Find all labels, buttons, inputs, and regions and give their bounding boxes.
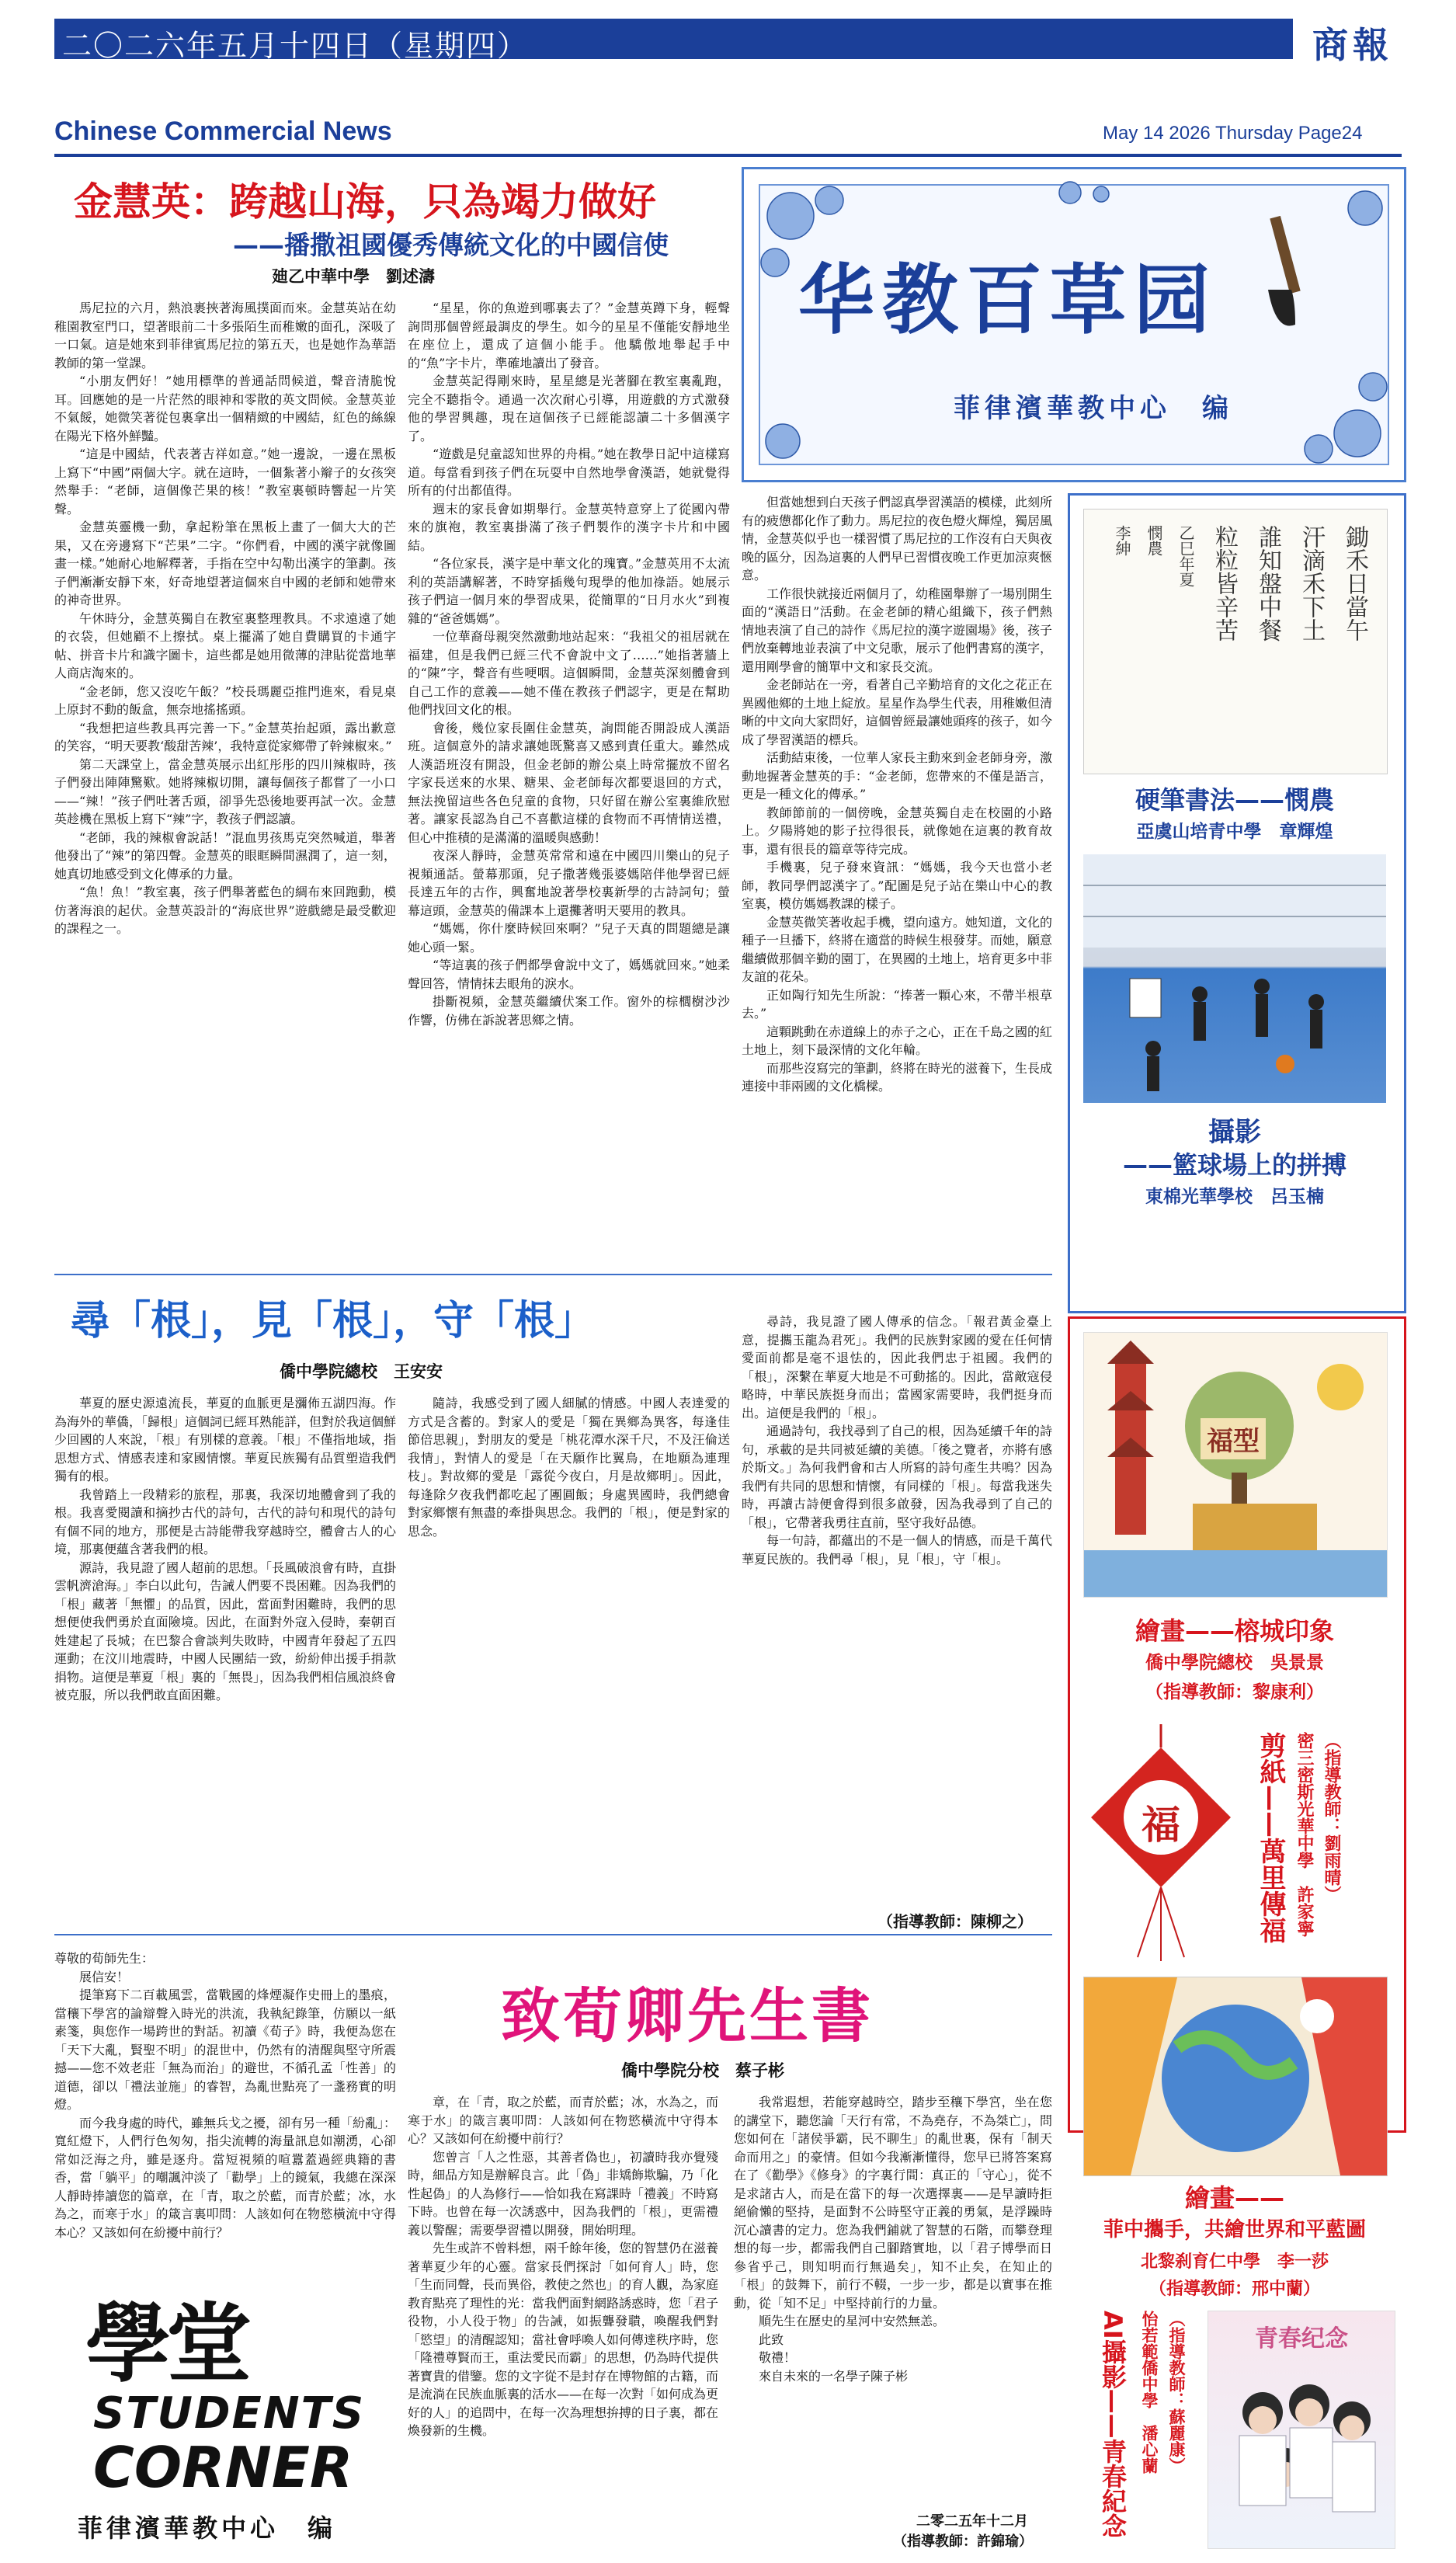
a3c-para-1: 章，在「青，取之於藍，而青於藍；冰，水為之，而寒于水」的箴言裏叩問：人該如何在物慾橫流中守得本心？又該如何在紛擾中前行？ <box>408 2095 718 2146</box>
article2-col3 <box>742 1313 1052 1903</box>
a3c-para-8: 來自未來的一名學子陳子彬 <box>759 2368 909 2384</box>
painting-sign: 福型 <box>1201 1418 1266 1459</box>
poster-title: 青春纪念 <box>1255 2325 1348 2353</box>
a1c-para-3: “這是中國結，代表著吉祥如意。”她一邊說，一邊在黑板上寫下“中國”兩個大字。就在這時，一個紮著小辮子的女孩突然舉手：“老師，這個像芒果的核！”教室裏頓時響起一片笑聲。 <box>54 447 396 516</box>
banner-title: 华教百草园 <box>798 256 1218 345</box>
a1c-para-11: “星星，你的魚遊到哪裏去了？”金慧英蹲下身，輕聲詢問那個曾經最調皮的學生。如今的星星不僅能安靜地坐在座位上，還成了這個小能手。他驕傲地舉起手中的“魚”字卡片，準確地讀出了發音。 <box>408 301 730 370</box>
article2-title: 尋「根」，見「根」，守「根」 <box>70 1298 596 1344</box>
article3-title: 致荀卿先生書 <box>501 1981 874 2050</box>
calligraphy-line: 鋤禾日當午 <box>1341 525 1368 642</box>
article3-date: 二零二五年十二月 <box>916 2513 1028 2530</box>
a1c-para-13: “遊戲是兒童認知世界的舟楫。”她在教學日記中這樣寫道。每當看到孩子們在玩耍中自然地學會漢語，她就覺得所有的付出都值得。 <box>408 447 730 498</box>
papercut-char: 福 <box>1142 1802 1180 1848</box>
a1c-para-19: “媽媽，你什麼時候回來啊？”兒子天真的問題總是讓她心頭一緊。 <box>408 921 730 955</box>
calligraphy-line: 汗滴禾下土 <box>1298 525 1325 642</box>
a1c-para-27: 手機裏，兒子發來資訊：“媽媽，我今天也當小老師，教同學們認漢字了。”配圖是兒子站在樂山中心的教室裏，模仿媽媽教課的樣子。 <box>742 860 1052 911</box>
article2-author: 王安安 <box>394 1361 443 1381</box>
a3c-para-5: 順先生在歷史的星河中安然無恙。 <box>759 2314 946 2328</box>
letter-para-1: 提筆寫下二百載風雲，當戰國的烽煙凝作史冊上的墨痕，當穰下學宮的論辯聲入時光的洪流，我執紀錄筆，仿願以一紙素箋，與您作一場跨世的對話。初讀《荀子》時，我便為您在「天下大亂，賢聖不明」的混世中，仍然有的清醒與堅守所震撼——您不效老莊「無為而治」的避世，不循孔孟「性善」的道德，卻以「禮法並施」的睿智，為亂世點亮了一盞務實的明燈。 <box>54 1987 396 2112</box>
a2c-para-5: 尋詩，我見證了國人傳承的信念。「報君黃金臺上意，提攜玉龍為君死」。我們的民族對家國的愛在任何情愛面前都是毫不退怯的，因此我們忠于祖國。我們的「根」，深繫在華夏大地是不可動搖的。因此，當敵寇侵略時，中華民族挺身而出；當國家需要時，我們挺身而出。這便是我們的「根」。 <box>742 1314 1052 1421</box>
article3-byline <box>621 2058 784 2081</box>
a1c-para-16: 一位華裔母親突然激動地站起來：“我祖父的祖居就在福建，但是我們已經三代不會說中文了……”她指著牆上的“陳”字，聲音有些哽咽。這個瞬間，金慧英深刻體會到自己工作的意義——她不僅在教孩子們認字，更是在幫助他們找回文化的根。 <box>408 629 730 717</box>
banner-edit-label: 编 <box>1202 393 1233 424</box>
article1-col1 <box>54 299 396 1270</box>
article1-author: 劉述濤 <box>386 266 435 286</box>
article1-col3 <box>742 493 1052 1270</box>
peace-painting-art <box>1084 1977 1387 2175</box>
a1c-para-30: 這顆跳動在赤道線上的赤子之心，正在千島之國的紅土地上，刻下最深情的文化年輪。 <box>742 1024 1052 1057</box>
article3-teacher: （指導教師：許錦瑜） <box>893 2533 1033 2550</box>
article1-subtitle: ——播撒祖國優秀傳統文化的中國信使 <box>233 230 669 260</box>
a1c-para-18: 夜深人靜時，金慧英常常和遠在中國四川樂山的兒子視頻通話。螢幕那頭，兒子撒著幾張婆媽陪伴他學習已經長達五年的古作，興奮地說著學校裏新學的古詩詞句；螢幕這頭，金慧英的備課本上還攤著明天要用的教具。 <box>408 848 730 918</box>
brush-icon <box>1241 216 1326 332</box>
papercut-credit: 密三密斯光華中學 許家寧 <box>1294 1732 1315 1937</box>
masthead-date: 二〇二六年五月十四日（星期四） <box>62 29 529 63</box>
a1c-para-9: “老師，我的辣椒會說話！”混血男孩馬克突然喊道，舉著他發出了“辣”的第四聲。金慧英的眼眶瞬間濕潤了，這一刻，她真切地感受到文化傳承的力量。 <box>54 829 396 882</box>
calligraphy-line: 乙巳年夏 <box>1176 525 1195 587</box>
papercut-image <box>1083 1724 1239 1965</box>
a1c-para-5: 午休時分，金慧英獨自在教室裏整理教具。不求遠遠了她的衣袋，但她顧不上擦拭。桌上擺滿了她自費購買的卡通字帖、拼音卡片和識字圖卡，這些都是她用微薄的津貼從當地華人商店淘來的。 <box>54 610 396 680</box>
a1c-para-21: 掛斷視頻，金慧英繼續伏案工作。窗外的棕櫚樹沙沙作響，仿佛在訴說著思鄉之情。 <box>408 994 730 1028</box>
a1c-para-23: 工作很快就接近兩個月了，幼稚園舉辦了一場別開生面的“漢語日”活動。在金老師的精心組織下，孩子們熱情地表演了自己的詩作《馬尼拉的漢字遊園場》後，孩子們放棄轉地並表演了中文兒歌，展示了他們書寫的漢字，還用剛學會的簡單中文和家長交流。 <box>742 586 1052 674</box>
basketball-scene <box>1083 854 1386 1103</box>
students-figures <box>1208 2350 1395 2549</box>
article2-col1 <box>54 1394 396 1930</box>
painting2-teacher: （指導教師：邢中蘭） <box>1148 2279 1320 2299</box>
article2-teacher: （指導教師：陳柳之） <box>877 1912 1033 1931</box>
a1c-para-10: “魚！魚！”教室裏，孩子們舉著藍色的綢布來回跑動，模仿著海浪的起伏。金慧英設計的“海底世界”遊戲總是最受歡迎的課程之一。 <box>54 885 396 936</box>
photo2-caption: 攝影 <box>1208 1117 1261 1148</box>
corner-line1: STUDENTS <box>93 2388 366 2439</box>
photo3-teacher: （指導教師：黎康利） <box>1145 1681 1324 1702</box>
article3-school: 僑中學院分校 <box>621 2060 719 2080</box>
pagoda-painting <box>1084 1333 1387 1597</box>
letter-column <box>54 1949 396 2276</box>
article2-col2 <box>408 1394 730 1930</box>
a1c-para-6: “金老師，您又沒吃午飯？”校長瑪麗亞推門進來，看見桌上原封不動的飯盒，無奈地搖搖頭。 <box>54 683 396 717</box>
letter-open: 展信安！ <box>79 1969 130 1984</box>
article2-byline <box>280 1359 443 1382</box>
a3c-para-2: 您曾言「人之性惡，其善者偽也」，初讀時我亦覺殘時，細品方知是辦解良言。此「偽」非矯飾欺騙，乃「化性起偽」的人為修行——恰如我在寫課時「禮義」不時寫下時。也曾在每一次誘惑中，因為我們的「根」，更需禮義以警醒；需要學習禮以開發，開始明理。 <box>408 2149 718 2238</box>
calligraphy-image <box>1083 509 1388 774</box>
a1c-para-4: 金慧英靈機一動，拿起粉筆在黑板上畫了一個大大的芒果，又在旁邊寫下“芒果”二字。“你們看，中國的漢字就像圖畫一樣。”她耐心地解釋著，手指在空中勾勒出漢字的筆劃。孩子們漸漸安靜下來，好奇地望著這個來自中國的老師和她帶來的神奇世界。 <box>54 520 396 607</box>
corner-editor-name: 菲律濱華教中心 <box>78 2513 280 2543</box>
a2c-para-1: 華夏的歷史源遠流長，華夏的血脈更是瀰佈五湖四海。作為海外的華僑，「歸根」這個詞已經耳熟能詳，但對於我這個鮮少回國的人來說，「根」有別樣的意義。「根」不僅指地域，指思想方式、情感表達和家國情懷。華夏民族獨有品質塑造我們獨有的根。 <box>54 1396 396 1483</box>
a3c-para-6: 此致 <box>759 2332 784 2347</box>
papercut-caption: 剪紙——萬里傳福 <box>1255 1732 1286 1943</box>
a3c-para-4: 我常遐想，若能穿越時空，踏步至穰下學宮，坐在您的講堂下，聽您論「天行有常，不為堯存，不為桀亡」，問您如何在「諸侯爭霸，民不聊生」的亂世裏，保有「制天命而用之」的豪情。但如今我漸漸懂得，您早已將答案寫在了《勸學》《修身》的字裏行間：真正的「守心」，從不是求諸古人，而是在當下的每一次選擇裏——是早讀時拒絕偷懶的堅持，是面對不公時堅守正義的勇氣，是浮躁時沉心讀書的定力。您為我們鋪就了智慧的石階，而攀登理想的每一步，都需我們自己腳踏實地，以「君子博學而日參省乎己，則知明而行無過矣」，知不止矣，在知止的「根」的鼓舞下，前行不輟，一步一步，都是以實事在推動，從「知不足」中堅持前行的力量。 <box>734 2095 1052 2311</box>
article1-byline <box>272 264 435 287</box>
a1c-para-25: 活動結束後，一位華人家長主動來到金老師身旁，激動地握著金慧英的手：“金老師，您帶來的不僅是語言，更是一種文化的傳承。” <box>742 750 1052 802</box>
photo1-credit: 亞虞山培青中學 章輝煌 <box>1136 821 1333 842</box>
a3c-para-7: 敬禮！ <box>759 2350 797 2365</box>
article3-col1 <box>408 2093 718 2528</box>
corner-edit-label: 编 <box>308 2513 337 2543</box>
a2c-para-7: 每一句詩，都蘊出的不是一個人的情感，而是千萬代華夏民族的。我們尋「根」，見「根」，守「根」。 <box>742 1533 1052 1567</box>
article2-rule <box>54 1274 1052 1275</box>
a2c-para-2: 我曾踏上一段精彩的旅程，那裏，我深切地體會到了我的根。我喜愛閱讀和摘抄古代的詩句，古代的詩句和現代的詩句有個不同的地方，那便是古詩能帶我穿越時空，體會古人的心境，那裏便蘊含著我們的根。 <box>54 1487 396 1556</box>
aiphoto-teacher: （指導教師：蘇麗康） <box>1167 2311 1187 2474</box>
a2c-para-3: 源詩，我見證了國人超前的思想。「長風破浪會有時，直掛雲帆濟滄海。」李白以此句，告誡人們要不畏困難。因為我們的「根」藏著「無懼」的品質，因此，當面對困難時，我們的思想便使我們勇於直面險境。因此，在面對外寇入侵時，秦朝百姓建起了長城；在巴黎合會談判失敗時，中國青年發起了五四運動；在汶川地震時，中國人民團結一致，紛紛伸出援手捐款捐物。這便是華夏「根」裏的「無畏」，因為我們相信風浪終會被克服，所以我們敢直面困難。 <box>54 1560 396 1702</box>
masthead-rule <box>54 154 1402 157</box>
aiphoto-caption: AI攝影——青春紀念 <box>1098 2311 1128 2538</box>
a1c-para-1: 馬尼拉的六月，熱浪裹挾著海風撲面而來。金慧英站在幼稚園教室門口，望著眼前二十多張陌生而稚嫩的面孔，深吸了一口氣。這是她來到菲律賓馬尼拉的第五天，也是她作為華語教師的第一堂課。 <box>54 301 396 370</box>
papercut-teacher: （指導教師：劉雨晴） <box>1322 1732 1342 1903</box>
a1c-para-15: “各位家長，漢字是中華文化的瑰寶。”金慧英用不太流利的英語講解著，不時穿插幾句現學的他加祿語。她展示孩子們這一個月來的學習成果，從簡單的“日月水火”到複雜的“爸爸媽媽”。 <box>408 556 730 626</box>
article3-author: 蔡子彬 <box>735 2060 784 2080</box>
article2-school: 僑中學院總校 <box>280 1361 377 1381</box>
page-info: May 14 2026 Thursday Page24 <box>1103 123 1363 144</box>
photo2-caption2: ——籃球場上的拼搏 <box>1122 1150 1347 1180</box>
photo1-caption: 硬筆書法——憫農 <box>1135 785 1334 815</box>
letter-para-2: 而今我身處的時代，雖無兵戈之擾，卻有另一種「紛亂」：寬紅燈下，人們行色匆匆，指尖流轉的海量訊息如潮湧，心卻常如泛海之舟，雖是逐舟。當短視頻的喧囂蓋過經典籍的書香，當「躺平」的嘲諷沖淡了「勸學」上的鏡氣，我總在深深人靜時捧讀您的篇章，在「青，取之於藍，而青於藍；冰，水為之，而寒于水」的箴言裏叩問：人該如何在物慾橫流中守得本心？又該如何在紛擾中前行？ <box>54 2115 396 2240</box>
a1c-para-29: 正如陶行知先生所說：“捧著一顆心來，不帶半根草去。” <box>742 987 1052 1021</box>
corner-glyphs: 學堂 <box>85 2293 247 2394</box>
a1c-para-26: 教師節前的一個傍晚，金慧英獨自走在校園的小路上。夕陽將她的影子拉得很長，就像她在這裏的教育故事，還有很長的篇章等待完成。 <box>742 805 1052 857</box>
a3c-para-3: 先生或許不曾料想，兩千餘年後，您的智慧仍在滋養著華夏少年的心靈。當家長們探討「如何育人」時，您「生而同聲，長而異俗，教使之然也」的育人觀，為家庭教育點亮了理性的光：當我們面對網路誘惑時，您「君子役物，小人役于物」的告誡，如振聾發聵，喚醒我們對「慾望」的清醒認知；當社會呼喚人如何傳達秩序時，您「隆禮尊賢而王，重法愛民而霸」的思想，仍為時代提供著寶貴的借鑒。您的文字從不是封存在博物館的古籍，而是流淌在民族血脈裏的活水——在每一次對「如何成為更好的人」的追問中，在每一次為理想拚搏的日子裏，都在煥發新的生機。 <box>408 2241 718 2438</box>
banner-panel <box>742 167 1406 482</box>
painting2-caption: 繪畫—— <box>1184 2183 1284 2213</box>
calligraphy-line: 李紳 <box>1113 525 1131 556</box>
photo3-caption: 繪畫——榕城印象 <box>1135 1616 1334 1646</box>
masthead-brand: 商報 <box>1312 24 1393 66</box>
article3-col2 <box>734 2093 1052 2513</box>
a1c-para-20: “等這裏的孩子們都學會說中文了，媽媽就回來。”她柔聲回答，情情抹去眼角的淚水。 <box>408 958 730 991</box>
banner-editor-name: 菲律濱華教中心 <box>954 393 1171 424</box>
a1c-para-17: 會後，幾位家長圍住金慧英，詢問能否開設成人漢語班。這個意外的請求讓她既驚喜又感到責任重大。雖然成人漢語班沒有開設，但金老師的辦公桌上時常擺放不留名字家長送來的水果、糖果、金老師每次都要退回的方式，無法挽留這些各色兒童的食物，只好留在辦公室裏維欣慰著。讓家長認為自己不喜歡這樣的食物而不再情情送禮，但心中推積的是滿滿的溫暖與感動！ <box>408 720 730 845</box>
a1c-para-28: 金慧英微笑著收起手機，望向遠方。她知道，文化的種子一旦播下，終將在適當的時候生根發芽。而她，願意繼續做那個辛勤的園丁，在異國的土地上，培育更多中菲友誼的花朵。 <box>742 914 1052 984</box>
a1c-para-24: 金老師站在一旁，看著自己辛勤培育的文化之花正在異國他鄉的土地上綻放。星星作為學生代表，用稚嫩但清晰的中文向大家問好，這個曾經最讓她頭疼的孩子，如今成了學習漢語的標兵。 <box>742 677 1052 747</box>
photo2-credit: 東棉光華學校 呂玉楠 <box>1145 1186 1324 1207</box>
students-corner-logo <box>62 2276 388 2547</box>
peace-painting <box>1083 1977 1388 2176</box>
calligraphy-line: 粒粒皆辛苦 <box>1211 525 1238 642</box>
article1-title: 金慧英：跨越山海，只為竭力做好 <box>74 179 656 224</box>
a1c-para-14: 週末的家長會如期舉行。金慧英特意穿上了從國內帶來的旗袍，教室裏掛滿了孩子們製作的漢字卡片和中國結。 <box>408 501 730 553</box>
corner-line2: CORNER <box>93 2435 353 2500</box>
painting2-caption2: 菲中攜手，共繪世界和平藍圖 <box>1103 2218 1366 2241</box>
a1c-para-31: 而那些沒寫完的筆劃，終將在時光的滋養下，生長成連接中菲兩國的文化橋樑。 <box>742 1060 1052 1094</box>
a1c-para-22: 但當她想到白天孩子們認真學習漢語的模樣，此刻所有的疲憊都化作了動力。馬尼拉的夜色燈火輝煌，獨居風情，金慧英似乎也一樣習慣了馬尼拉的工作沒有白天與夜晚的區分，因為這裏的人們早已習慣夜晚工作更加涼爽愜意。 <box>742 495 1052 582</box>
a1c-para-8: 第二天課堂上，當金慧英展示出紅彤彤的四川辣椒時，孩子們發出陣陣驚歎。她將辣椒切開，讓每個孩子都嘗了一小口——“辣！”孩子們吐著舌頭，卻爭先恐後地要再試一次。金慧英趁機在黑板上寫下“辣”字，教孩子們認讀。 <box>54 756 396 826</box>
article1-school: 廸乙中華中學 <box>272 266 370 286</box>
a2c-para-4: 隨詩，我感受到了國人細膩的情感。中國人表達愛的方式是含蓄的。對家人的愛是「獨在異鄉為異客，每逢佳節倍思親」，對朋友的愛是「桃花潭水深千尺，不及汪倫送我情」，對情人的愛是「在天願作比翼鳥，在地願為連理枝」。對故鄉的愛是「露從今夜白，月是故鄉明」。因此，每逢除夕夜我們都吃起了團圓飯；身處異國時，我們總會對家鄉懷有無盡的牽掛與思念。我們的「根」，便是對家的思念。 <box>408 1396 730 1539</box>
painting-image <box>1083 1332 1388 1598</box>
basketball-photo <box>1083 854 1386 1103</box>
calligraphy-line: 誰知盤中餐 <box>1254 525 1281 642</box>
calligraphy-line: 憫農 <box>1145 525 1163 556</box>
letter-greeting: 尊敬的荀師先生： <box>54 1951 155 1966</box>
a1c-para-12: 金慧英記得剛來時，星星總是光著腳在教室裏亂跑，完全不聽指令。通過一次次耐心引導，用遊戲的方式激發他的學習興趣，現在這個孩子已經能認讀二十多個漢字了。 <box>408 374 730 443</box>
article3-rule <box>54 1934 1052 1935</box>
paper-name-en: Chinese Commercial News <box>54 116 392 146</box>
a1c-para-2: “小朋友們好！”她用標準的普通話問候道，聲音清脆悅耳。回應她的是一片茫然的眼神和零散的英文問候。金慧英並不氣餒，她微笑著從包裏拿出一個精緻的中國結，紅色的絲線在陽光下格外鮮豔。 <box>54 374 396 443</box>
aiphoto-credit: 怡若範僑中學 潘心蘭 <box>1140 2311 1159 2474</box>
corner-editor <box>78 2509 336 2544</box>
photo3-credit: 僑中學院總校 吳景景 <box>1145 1652 1324 1673</box>
a1c-para-7: “我想把這些教具再完善一下。”金慧英抬起頭，露出歉意的笑容，“明天要教‘酸甜苦辣’，我特意從家鄉帶了幹辣椒來。” <box>54 720 396 753</box>
article1-col2 <box>408 299 730 1270</box>
ai-photo-poster <box>1208 2311 1395 2549</box>
banner-editor <box>954 387 1233 425</box>
painting2-credit: 北黎刹育仁中學 李一莎 <box>1140 2252 1329 2272</box>
a2c-para-6: 通過詩句，我找尋到了自己的根，因為延續千年的詩句，承載的是共同被延續的美德。「後之覽者，亦將有感於斯文。」為何我們會和古人所寫的詩句產生共鳴？因為我們有共同的思想和情懷，有同樣的「根」。每當我迷失時，再讀古詩便會得到很多啟發，因為我尋到了自己的「根」，它帶著我勇往直前，堅守我好品德。 <box>742 1424 1052 1530</box>
